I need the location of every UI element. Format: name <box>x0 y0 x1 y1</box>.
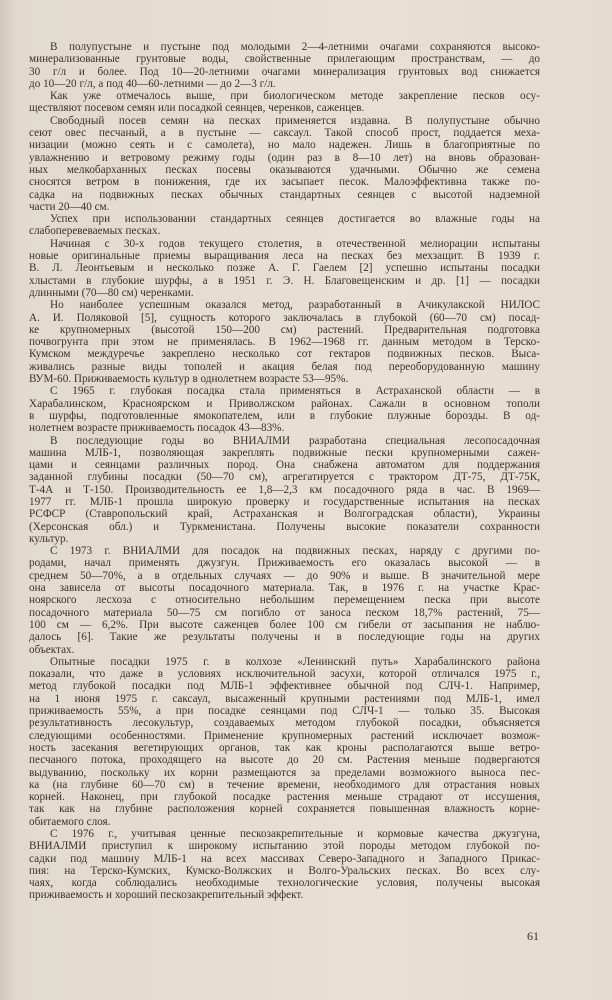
text-line: Харабалинском, Красноярском и Приволжском районах. Сажали в основном тополи <box>29 397 540 410</box>
paragraph <box>29 656 540 828</box>
text-line: Успех при использовании стандартных сеянцев достигается во влажные годы на <box>50 213 540 226</box>
paragraph <box>29 385 540 434</box>
text-line: В. Л. Леонтьевым и несколько позже А. Г. Гаелем [2] успешно испытаны посадки <box>29 262 540 275</box>
text-line: В последующие годы во ВНИАЛМИ разработана специальная лесопосадочная <box>50 434 540 447</box>
text-line: заданной глубины посадки (50—70 см), агрегатируется с трактором ДТ-75, ДТ-75К, <box>29 471 540 484</box>
text-line: песчаного потока, проходящего на высоте до 20 см. Растения меньше подвергаются <box>29 754 540 767</box>
text-line: ноярского лесхоза с относительно небольшим перемещением песка при высоте <box>29 594 540 607</box>
text-line: 30 г/л и более. Под 10—20-летними очагами минерализация грунтовых вод снижается <box>29 65 540 78</box>
page-number: 61 <box>527 929 539 943</box>
text-line: среднем 50—70%, а в отдельных случаях — до 90% и выше. В значительной мере <box>29 569 540 582</box>
text-line: метод глубокой посадки под МЛБ-1 эффективнее обычной под СЛЧ-1. Например, <box>29 680 540 693</box>
text-line: Кумском междуречье закреплено несколько сот гектаров подвижных песков. Выса- <box>29 348 540 361</box>
text-line: минерализованные грунтовые воды, свойственные прилегающим пространствам, — до <box>29 53 540 66</box>
text-line: части 20—40 см. <box>29 200 110 213</box>
text-line: объектах. <box>29 643 75 656</box>
text-line: корней. Наконец, при глубокой посадке растения меньше страдают от иссушения, <box>29 791 540 804</box>
text-line: культур. <box>29 532 69 545</box>
text-line: сносятся ветром в понижения, где их засыпает песок. Малоэффективна также по- <box>29 176 540 189</box>
text-line: С 1976 г., учитывая ценные пескозакрепительные и кормовые качества джузгуна, <box>50 828 540 840</box>
text-line: Т-4А и Т-150. Производительность ее 1,8—2,3 км посадочного ряда в час. В 1969— <box>29 483 540 496</box>
text-line: ВУМ-60. Приживаемость культур в однолетнем возрасте 53—95%. <box>29 373 349 386</box>
text-line: обитаемого слоя. <box>29 815 111 828</box>
text-line: садки под машину МЛБ-1 на всех массивах Северо-Западного и Западного Прикас- <box>29 852 540 865</box>
text-line: слабоперевеваемых песках. <box>29 225 161 238</box>
text-line: (Херсонская обл.) и Туркменистана. Получены высокие показатели сохранности <box>29 520 540 533</box>
text-line: Но наиболее успешным оказался метод, разработанный в Ачикулакской НИЛОС <box>50 299 540 312</box>
paragraph <box>29 115 540 213</box>
text-line: выдуванию, поскольку их корни размещаются за пределами возможного выноса пес- <box>29 766 540 779</box>
text-line: Начиная с 30-х годов текущего столетия, в отечественной мелиорации испытаны <box>50 237 540 250</box>
text-line: ных мелкобарханных песках посевы оказываются удачными. Обычно же семена <box>29 163 540 176</box>
text-line: Как уже отмечалось выше, при биологическом методе закрепление песков осу- <box>50 90 540 103</box>
page-body <box>29 41 540 902</box>
text-line: сеют овес песчаный, а в пустыне — саксаул. Такой способ прост, поддается меха- <box>29 127 540 140</box>
text-line: на 1 июня 1975 г. саксаул, высаженный крупными растениями под МЛБ-1, имел <box>29 692 540 705</box>
text-line: новые оригинальные приемы выращивания леса на песках без мехзащит. В 1939 г. <box>29 250 540 263</box>
text-line: далось [6]. Такие же результаты получены и в последующие годы на других <box>29 631 540 644</box>
text-line: следующими особенностями. Применение крупномерных растений исключает возмож- <box>29 729 540 742</box>
text-line: почвогрунта при этом не применялась. В 1962—1968 гг. данным методом в Терско- <box>29 336 540 349</box>
text-line: до 10—20 г/л, а под 40—60-летними — до 2—3 г/л. <box>29 77 276 90</box>
text-line: цами и сеянцами различных пород. Она снабжена автоматом для поддержания <box>29 459 540 472</box>
text-line: пия: на Терско-Кумских, Кумско-Волжских и Волго-Уральских песках. Во всех слу- <box>29 864 540 877</box>
paragraph <box>29 435 540 546</box>
text-line: показали, что даже в условиях исключительной засухи, которой отличался 1975 г., <box>29 668 540 681</box>
text-line: увлажнению и ветровому режиму годы (один раз в 8—10 лет) на вновь образован- <box>29 151 540 164</box>
text-line: садка на подвижных песках обычных стандартных сеянцев с высотой надземной <box>29 188 540 201</box>
text-line: В полупустыне и пустыне под молодыми 2—4-летними очагами сохраняются высоко- <box>50 41 540 53</box>
text-line: С 1973 г. ВНИАЛМИ для посадок на подвижных песках, наряду с другими по- <box>50 545 540 558</box>
text-line: приживаемость и хороший пескозакрепительный эффект. <box>29 889 304 902</box>
text-line: посадочного материала 50—75 см погибло от заноса песком 18,7% растений, 75— <box>29 606 540 619</box>
text-line: она зависела от высоты посадочного материала. Так, в 1976 г. на участке Крас- <box>29 582 540 595</box>
text-line: 1977 гг. МЛБ-1 прошла широкую проверку и государственные испытания на песках <box>29 495 540 508</box>
text-line: ке крупномерных (высотой 150—200 см) растений. Предварительная подготовка <box>29 323 540 336</box>
text-line: машина МЛБ-1, позволяющая закреплять подвижные пески крупномерными сажен- <box>29 446 540 459</box>
text-line: 100 см — 6,2%. При высоте саженцев более 100 см гибели от засыпания не наблю- <box>29 618 540 631</box>
text-line: родами, начал применять джузгун. Приживаемость его оказалась высокой — в <box>29 557 540 570</box>
text-line: низации (можно сеять и с самолета), но мало надежен. Лишь в благоприятные по <box>29 139 540 152</box>
text-line: ность засекания вегетирующих органов, так как кроны располагаются выше ветро- <box>29 741 540 754</box>
paragraph <box>29 545 540 656</box>
text-line: ка (на глубине 60—70 см) в течение времени, необходимого для отрастания новых <box>29 778 540 791</box>
text-line: результативность лесокультур, создаваемых методом глубокой посадки, объясняется <box>29 717 540 730</box>
text-line: приживаемость 55%, а при посадке сеянцами под СЛЧ-1 — только 35. Высокая <box>29 705 540 718</box>
text-line: в шурфы, подготовленные ямокопателем, или в глубокие плужные борозды. В од- <box>29 409 540 422</box>
text-line: хлыстами в глубокие шурфы, а в 1951 г. Э. Н. Благовещенским и др. [1] — посадки <box>29 274 540 287</box>
text-line: чаях, когда соблюдались необходимые технологические условия, получены высокая <box>29 877 540 890</box>
text-line: РСФСР (Ставропольский край, Астраханская и Волгоградская области), Украины <box>29 508 540 521</box>
paragraph <box>29 299 540 385</box>
text-line: ВНИАЛМИ приступил к широкому испытанию этой породы методом глубокой по- <box>29 840 540 853</box>
text-line: так как на глубине расположения корней сохраняется повышенная влажность корне- <box>29 803 540 816</box>
text-line: живались разные виды тополей и акация белая под переоборудованную машину <box>29 360 540 373</box>
paragraph <box>29 90 540 115</box>
text-line: нолетнем возрасте приживаемость посадок 43—83%. <box>29 422 285 435</box>
text-line: А. И. Поляковой [5], сущность которого заключалась в глубокой (60—70 см) посад- <box>29 311 540 324</box>
text-line: Свободный посев семян на песках применяется издавна. В полупустыне обычно <box>50 114 540 127</box>
paragraph <box>29 41 540 90</box>
text-line: ществляют посевом семян или посадкой сеянцев, черенков, саженцев. <box>29 102 365 115</box>
text-line: длинными (70—80 см) черенками. <box>29 286 194 299</box>
paragraph <box>29 238 540 299</box>
text-line: Опытные посадки 1975 г. в колхозе «Ленинский путь» Харабалинского района <box>50 655 540 668</box>
text-line: С 1965 г. глубокая посадка стала применяться в Астраханской области — в <box>50 385 540 398</box>
paragraph <box>29 213 540 238</box>
paragraph <box>29 828 540 902</box>
